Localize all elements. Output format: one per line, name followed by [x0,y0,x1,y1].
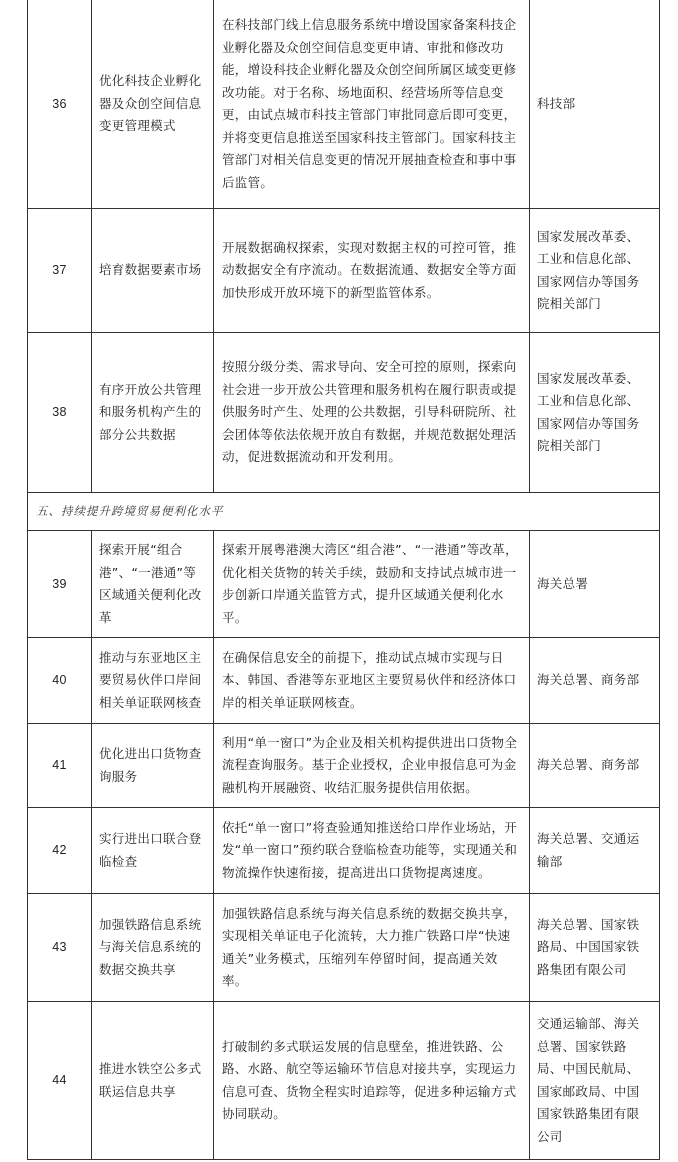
row-number: 38 [28,333,92,493]
row-department: 海关总署、交通运输部 [530,808,660,894]
row-item: 加强铁路信息系统与海关信息系统的数据交换共享 [92,894,214,1002]
table-row [28,808,660,894]
row-number: 43 [28,894,92,1002]
row-description: 打破制约多式联运发展的信息壁垒，推进铁路、公路、水路、航空等运输环节信息对接共享，实现运力信息可查、货物全程实时追踪等，促进多种运输方式协同联动。 [214,1002,530,1160]
row-number: 42 [28,808,92,894]
table-row [28,724,660,808]
row-number: 40 [28,638,92,724]
row-item: 实行进出口联合登临检查 [92,808,214,894]
row-department: 海关总署 [530,531,660,638]
row-item: 探索开展“组合港”、“一港通”等区域通关便利化改革 [92,531,214,638]
table-row [28,638,660,724]
row-description: 在确保信息安全的前提下，推动试点城市实现与日本、韩国、香港等东亚地区主要贸易伙伴和经济体口岸的相关单证联网核查。 [214,638,530,724]
row-description: 利用“单一窗口”为企业及相关机构提供进出口货物全流程查询服务。基于企业授权，企业申报信息可为金融机构开展融资、收结汇服务提供信用依据。 [214,724,530,808]
policy-table [27,0,660,1160]
table-row [28,0,660,209]
row-department: 海关总署、商务部 [530,724,660,808]
row-number: 41 [28,724,92,808]
row-item: 培育数据要素市场 [92,209,214,333]
row-item: 推动与东亚地区主要贸易伙伴口岸间相关单证联网核查 [92,638,214,724]
row-department: 海关总署、商务部 [530,638,660,724]
row-item: 优化科技企业孵化器及众创空间信息变更管理模式 [92,0,214,209]
table-row [28,333,660,493]
row-item: 推进水铁空公多式联运信息共享 [92,1002,214,1160]
row-number: 37 [28,209,92,333]
table-row [28,1002,660,1160]
row-department: 国家发展改革委、工业和信息化部、国家网信办等国务院相关部门 [530,209,660,333]
row-department: 海关总署、国家铁路局、中国国家铁路集团有限公司 [530,894,660,1002]
row-number: 39 [28,531,92,638]
table-row [28,209,660,333]
row-description: 开展数据确权探索，实现对数据主权的可控可管，推动数据安全有序流动。在数据流通、数据安全等方面加快形成开放环境下的新型监管体系。 [214,209,530,333]
row-item: 有序开放公共管理和服务机构产生的部分公共数据 [92,333,214,493]
section-row [28,493,660,531]
row-department: 交通运输部、海关总署、国家铁路局、中国民航局、国家邮政局、中国国家铁路集团有限公司 [530,1002,660,1160]
row-department: 国家发展改革委、工业和信息化部、国家网信办等国务院相关部门 [530,333,660,493]
row-item: 优化进出口货物查询服务 [92,724,214,808]
row-description: 加强铁路信息系统与海关信息系统的数据交换共享，实现相关单证电子化流转，大力推广铁路口岸“快速通关”业务模式，压缩列车停留时间，提高通关效率。 [214,894,530,1002]
section-heading: 五、持续提升跨境贸易便利化水平 [28,493,660,531]
row-number: 36 [28,0,92,209]
row-department: 科技部 [530,0,660,209]
table-row [28,531,660,638]
row-description: 依托“单一窗口”将查验通知推送给口岸作业场站，开发“单一窗口”预约联合登临检查功能等，实现通关和物流操作快速衔接，提高进出口货物提离速度。 [214,808,530,894]
row-description: 探索开展粤港澳大湾区“组合港”、“一港通”等改革，优化相关货物的转关手续，鼓励和支持试点城市进一步创新口岸通关监管方式，提升区域通关便利化水平。 [214,531,530,638]
row-number: 44 [28,1002,92,1160]
row-description: 按照分级分类、需求导向、安全可控的原则，探索向社会进一步开放公共管理和服务机构在履行职责或提供服务时产生、处理的公共数据，引导科研院所、社会团体等依法依规开放自有数据，并规范数据处理活动，促进数据流动和开发利用。 [214,333,530,493]
row-description: 在科技部门线上信息服务系统中增设国家备案科技企业孵化器及众创空间信息变更申请、审批和修改功能，增设科技企业孵化器及众创空间所属区域变更修改功能。对于名称、场地面积、经营场所等信息变更，由试点城市科技主管部门审批同意后即可变更，并将变更信息推送至国家科技主管部门。国家科技主管部门对相关信息变更的情况开展抽查检查和事中事后监管。 [214,0,530,209]
table-row [28,894,660,1002]
